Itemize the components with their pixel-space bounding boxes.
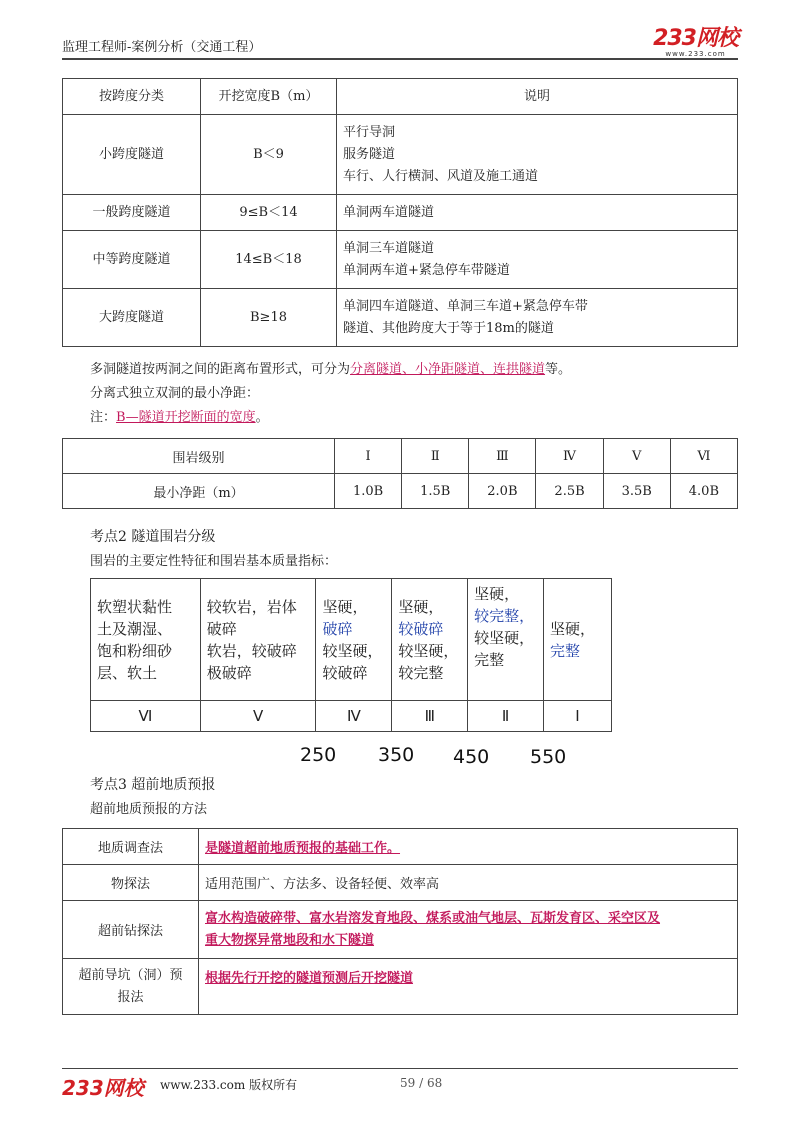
handwritten-number: 550: [530, 746, 567, 768]
desc-line: 服务隧道: [343, 146, 396, 162]
highlight-text: 分离隧道、小净距隧道、连拱隧道: [350, 362, 546, 377]
min-distance-table: [62, 438, 738, 509]
grade-cell: Ⅱ: [402, 439, 469, 474]
col-header-desc: 说明: [337, 79, 738, 115]
distance-label: 最小净距（m）: [63, 474, 335, 509]
rock-text-blue: 完整: [550, 641, 581, 660]
rock-text: 完整: [474, 651, 505, 669]
method-name: 地质调查法: [63, 829, 199, 865]
para-text: 注：: [90, 410, 117, 425]
rock-text-blue: 破碎: [322, 619, 353, 638]
distance-cell: 2.5B: [536, 474, 603, 509]
rock-text-blue: 较完整，: [474, 607, 535, 625]
desc-line: 车行、人行横洞、风道及施工通道: [343, 168, 539, 184]
rock-text: 较破碎: [322, 663, 368, 682]
page-footer: [62, 1072, 738, 1100]
distance-cell: 3.5B: [603, 474, 670, 509]
distance-cell: 1.5B: [402, 474, 469, 509]
method-name: 物探法: [63, 865, 199, 901]
rock-grade: Ⅳ: [316, 701, 392, 732]
rock-grade: Ⅴ: [200, 701, 316, 732]
rock-text: 软岩，较破碎: [206, 641, 297, 660]
cell-width: 14≤B＜18: [201, 231, 337, 289]
distance-cell: 4.0B: [670, 474, 737, 509]
para-min-distance: 分离式独立双洞的最小净距：: [90, 386, 260, 401]
col-header-category: 按跨度分类: [63, 79, 201, 115]
rock-desc-cell: [544, 579, 612, 701]
page-header: [62, 28, 738, 58]
rock-grade: Ⅱ: [468, 701, 544, 732]
logo-url: www.233.com: [665, 50, 726, 58]
footer-divider: [62, 1068, 738, 1069]
rock-desc-cell: [316, 579, 392, 701]
cell-desc: [337, 289, 738, 347]
rock-text: 较完整: [398, 663, 444, 682]
page-number: 59 / 68: [400, 1076, 443, 1090]
grade-cell: Ⅰ: [335, 439, 402, 474]
desc-line: 单洞两车道+紧急停车带隧道: [343, 262, 510, 278]
rock-text: 破碎: [206, 619, 237, 638]
distance-cell: 2.0B: [469, 474, 536, 509]
cell-width: 9≤B＜14: [201, 195, 337, 231]
handwritten-number: 450: [453, 746, 490, 768]
rock-grade: Ⅵ: [91, 701, 201, 732]
section-subtitle-kp3: 超前地质预报的方法: [90, 802, 208, 817]
rock-desc-cell: [392, 579, 468, 701]
rock-text: 坚硬，: [474, 585, 520, 603]
highlight-text: B—隧道开挖断面的宽度: [116, 410, 256, 425]
method-desc: [199, 901, 738, 959]
distance-cell: 1.0B: [335, 474, 402, 509]
section-subtitle-kp2: 围岩的主要定性特征和围岩基本质量指标：: [90, 554, 338, 569]
para-text: 。: [255, 410, 269, 425]
rock-text: 层、软土: [97, 663, 158, 682]
rock-text: 坚硬，: [322, 597, 368, 616]
table-row: [63, 115, 738, 195]
cell-desc: [337, 231, 738, 289]
table-row: [63, 474, 738, 509]
grade-cell: Ⅳ: [536, 439, 603, 474]
rock-text: 较软岩，岩体: [206, 597, 297, 616]
grade-cell: Ⅴ: [603, 439, 670, 474]
cell-category: 大跨度隧道: [63, 289, 201, 347]
rock-text: 较坚硬，: [398, 641, 459, 660]
rock-grade-table: [90, 578, 612, 732]
desc-line: 隧道、其他跨度大于等于18m的隧道: [343, 320, 554, 336]
cell-category: 中等跨度隧道: [63, 231, 201, 289]
method-desc: [199, 959, 738, 1015]
highlight-text: 根据先行开挖的隧道预测后开挖隧道: [205, 971, 414, 986]
para-note: [90, 406, 269, 425]
method-name-line: 超前导坑（洞）预: [78, 967, 183, 983]
para-text: 多洞隧道按两洞之间的距离布置形式，可分为: [90, 362, 351, 377]
rock-grade: Ⅰ: [544, 701, 612, 732]
rock-text-blue: 较破碎: [398, 619, 444, 638]
highlight-text: 富水构造破碎带、富水岩溶发育地段、煤系或油气地层、瓦斯发育区、采空区及: [205, 910, 661, 926]
method-name: 超前钻探法: [63, 901, 199, 959]
table-row: [63, 865, 738, 901]
rock-text: 软塑状黏性: [97, 597, 173, 616]
rock-text: 较坚硬，: [474, 629, 535, 647]
cell-category: 小跨度隧道: [63, 115, 201, 195]
cell-desc: [337, 195, 738, 231]
table-row: [63, 959, 738, 1015]
cell-width: B＜9: [201, 115, 337, 195]
rock-desc-cell: [468, 579, 544, 701]
para-multi-tunnel: [90, 358, 571, 377]
footer-logo: 233网校: [62, 1076, 144, 1100]
desc-line: 单洞三车道隧道: [343, 240, 435, 256]
table-row: [63, 195, 738, 231]
grade-cell: Ⅲ: [469, 439, 536, 474]
forecast-method-table: [62, 828, 738, 1015]
rock-text: 较坚硬，: [322, 641, 383, 660]
rock-desc-cell: [91, 579, 201, 701]
handwritten-number: 350: [378, 744, 415, 766]
table-row: [63, 289, 738, 347]
doc-title: 监理工程师-案例分析（交通工程）: [62, 40, 262, 55]
logo-233: [653, 28, 738, 58]
grade-cell: Ⅵ: [670, 439, 737, 474]
table-row: [63, 829, 738, 865]
cell-category: 一般跨度隧道: [63, 195, 201, 231]
desc-line: 平行导洞: [343, 124, 396, 140]
desc-line: 单洞四车道隧道、单洞三车道+紧急停车带: [343, 298, 588, 314]
footer-site: www.233.com 版权所有: [160, 1078, 298, 1092]
rock-grade: Ⅲ: [392, 701, 468, 732]
desc-line: 单洞两车道隧道: [343, 204, 435, 220]
method-name: [63, 959, 199, 1015]
rock-desc-cell: [200, 579, 316, 701]
handwritten-number: 250: [300, 744, 337, 766]
table-row: [63, 231, 738, 289]
col-header-width: 开挖宽度B（m）: [201, 79, 337, 115]
table-row: [63, 901, 738, 959]
rock-text: 极破碎: [206, 663, 252, 682]
table-row: [63, 439, 738, 474]
cell-desc: [337, 115, 738, 195]
section-heading-kp3: 考点3 超前地质预报: [90, 777, 216, 793]
logo-text: 233网校: [653, 26, 738, 51]
rock-text: 坚硬，: [398, 597, 444, 616]
grade-label: 围岩级别: [63, 439, 335, 474]
para-text: 等。: [545, 362, 572, 377]
section-heading-kp2: 考点2 隧道围岩分级: [90, 529, 216, 545]
rock-text: 土及潮湿、: [97, 619, 173, 638]
method-desc: [199, 829, 738, 865]
method-desc: 适用范围广、方法多、设备轻便、效率高: [199, 865, 738, 901]
span-classification-table: [62, 78, 738, 347]
header-divider: [62, 58, 738, 60]
method-name-line: 报法: [117, 989, 144, 1005]
rock-text: 饱和粉细砂: [97, 641, 173, 660]
rock-text: 坚硬，: [550, 619, 596, 638]
table-row: [91, 701, 612, 732]
cell-width: B≥18: [201, 289, 337, 347]
highlight-text: 是隧道超前地质预报的基础工作。: [205, 841, 401, 856]
highlight-text: 重大物探异常地段和水下隧道: [205, 932, 375, 948]
table-row: [91, 579, 612, 701]
